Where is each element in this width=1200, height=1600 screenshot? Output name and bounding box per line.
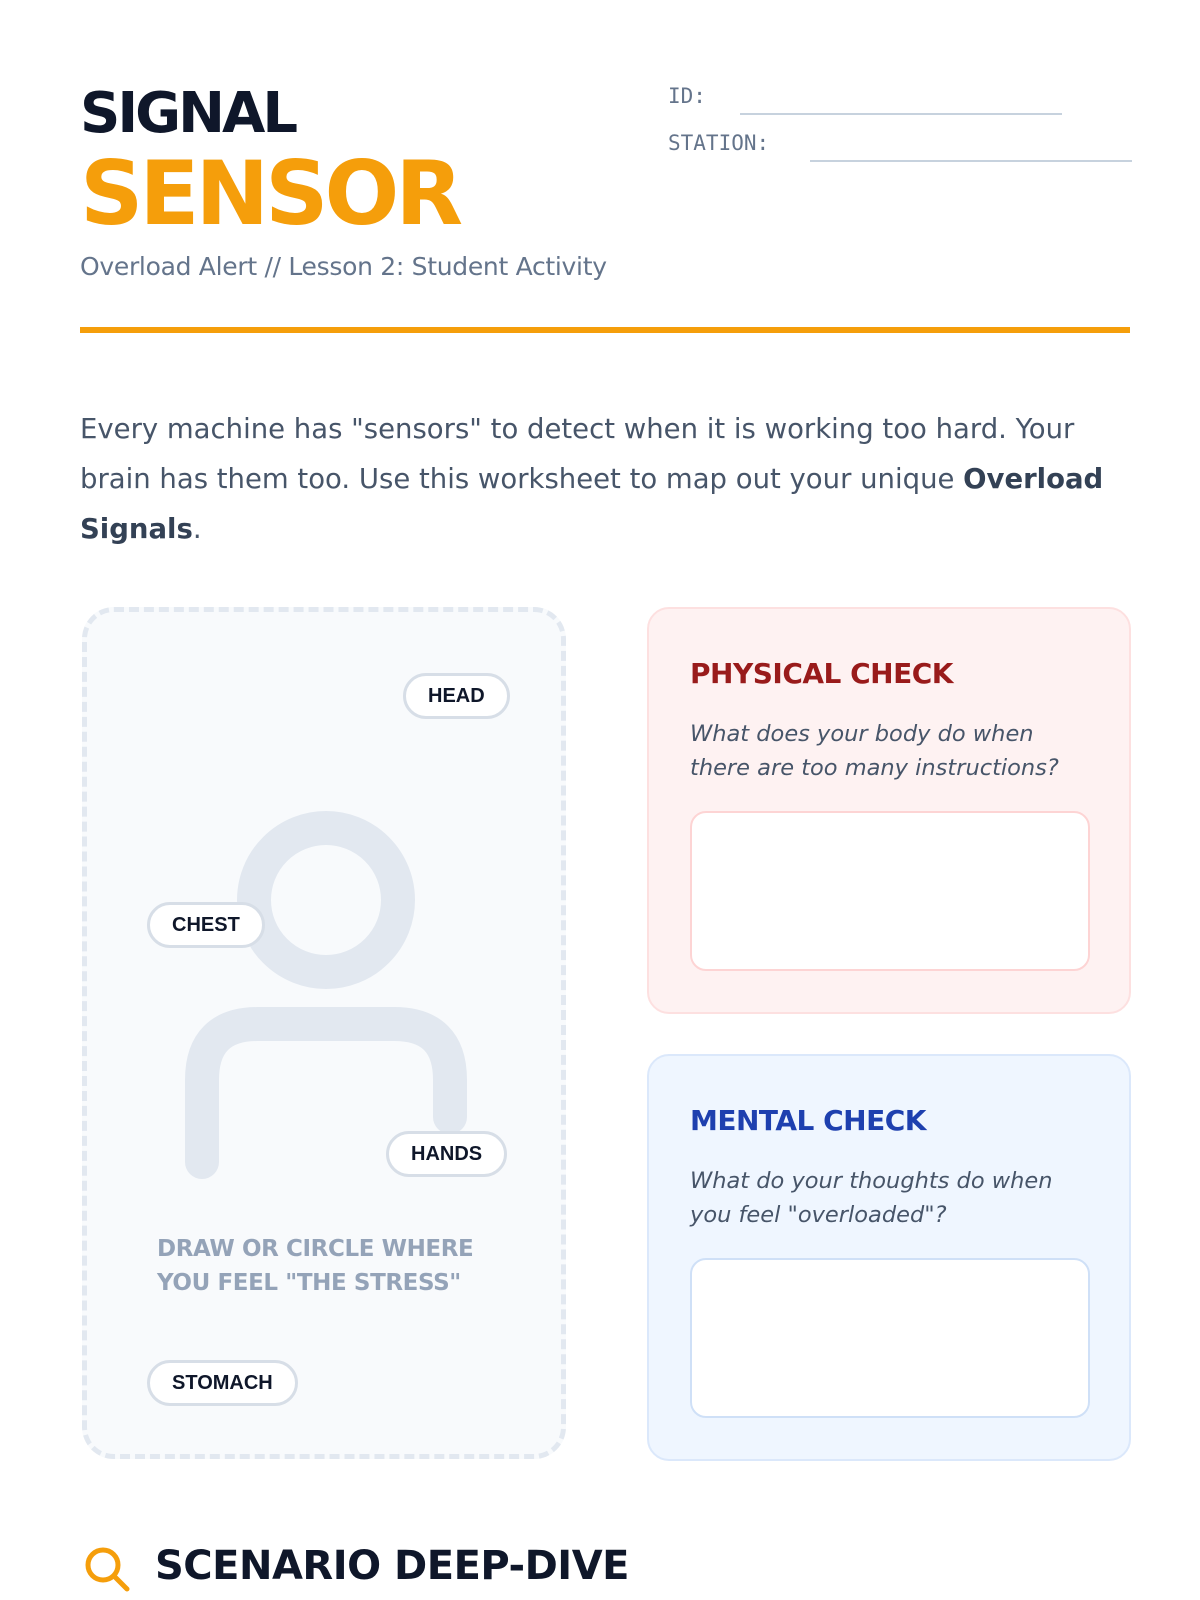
mental-answer-box[interactable]: [690, 1258, 1090, 1418]
tag-stomach[interactable]: STOMACH: [147, 1360, 298, 1406]
intro-paragraph: [80, 404, 1140, 554]
tag-chest[interactable]: CHEST: [147, 902, 265, 948]
physical-check-card: [647, 607, 1131, 1014]
mental-check-title: MENTAL CHECK: [690, 1104, 926, 1137]
title-signal: SIGNAL: [80, 81, 296, 146]
station-field-line[interactable]: [810, 160, 1132, 162]
tag-hands[interactable]: HANDS: [386, 1131, 507, 1177]
figure-head: [254, 828, 398, 972]
title-sensor: SENSOR: [80, 142, 460, 245]
mental-check-prompt: What do your thoughts do when you feel "overloaded"?: [690, 1168, 1053, 1228]
scenario-title: SCENARIO DEEP-DIVE: [155, 1543, 629, 1589]
tag-head[interactable]: HEAD: [403, 673, 510, 719]
mental-check-card: [647, 1054, 1131, 1461]
physical-check-title: PHYSICAL CHECK: [690, 657, 953, 690]
body-map-caption: DRAW OR CIRCLE WHERE YOU FEEL "THE STRESS": [157, 1236, 474, 1296]
header-divider: [80, 327, 1130, 333]
id-label: ID:: [668, 84, 706, 108]
physical-check-prompt: What does your body do when there are too many instructions?: [690, 721, 1059, 781]
intro-end: .: [192, 513, 202, 545]
physical-answer-box[interactable]: [690, 811, 1090, 971]
body-map-panel[interactable]: [82, 607, 566, 1459]
page-subtitle: Overload Alert // Lesson 2: Student Activity: [80, 252, 607, 281]
intro-bold: Overload Signals: [80, 463, 1104, 545]
intro-text: Every machine has "sensors" to detect when it is working too hard. Your brain has them too. Use this worksheet to map out your unique: [80, 413, 1075, 495]
id-field-line[interactable]: [740, 113, 1062, 115]
station-label: STATION:: [668, 131, 770, 155]
body-figure-icon: [87, 612, 561, 1454]
search-icon: [84, 1546, 132, 1594]
